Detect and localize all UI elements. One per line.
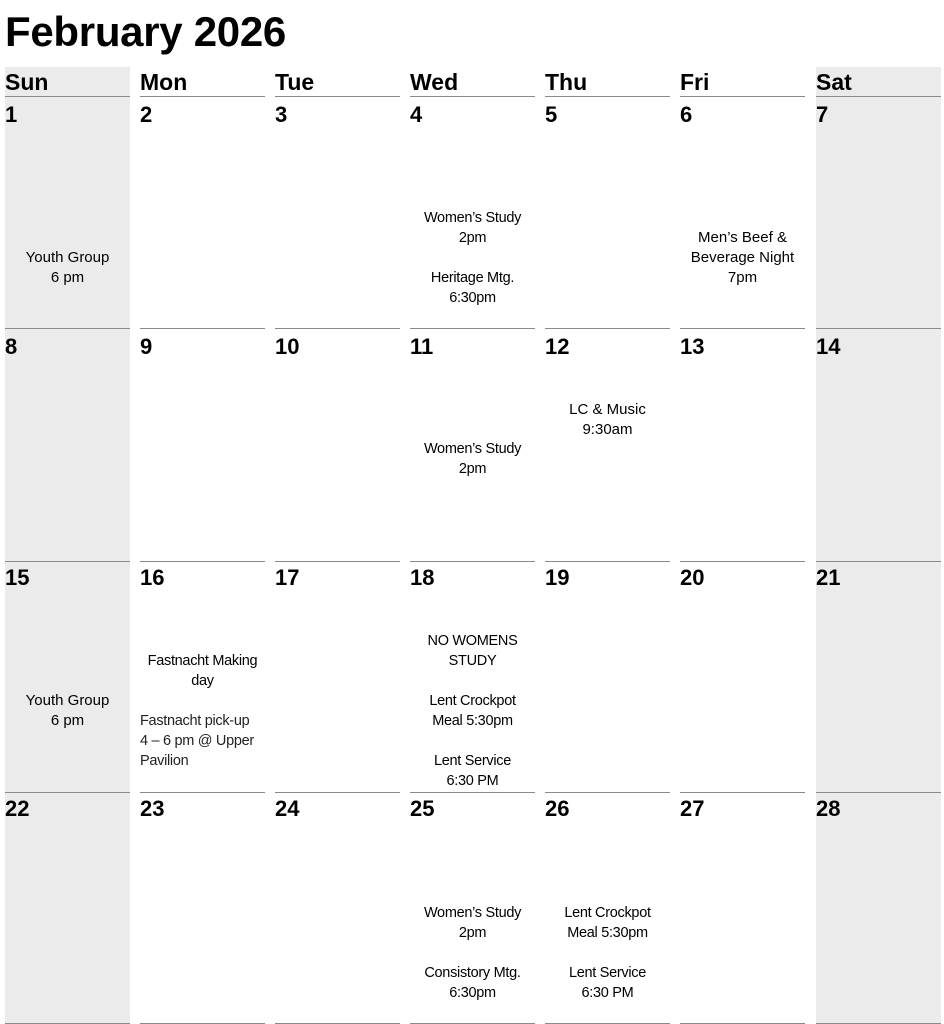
event-womens-study: Women’s Study 2pm xyxy=(423,905,522,941)
day-number: 26 xyxy=(545,796,570,821)
day-number: 17 xyxy=(275,565,300,590)
page-title: February 2026 xyxy=(5,8,286,55)
day-number: 15 xyxy=(5,565,30,590)
event-lent-service: Lent Service 6:30 PM xyxy=(434,753,511,789)
event-lent-service: Lent Service 6:30 PM xyxy=(569,965,646,1001)
day-divider xyxy=(545,792,670,793)
day-cell xyxy=(275,795,400,1024)
event-heritage-meeting: Heritage Mtg. 6:30pm xyxy=(430,270,515,306)
event-lent-crockpot-meal: Lent Crockpot Meal 5:30pm xyxy=(564,905,651,941)
event-womens-study: Women’s Study 2pm xyxy=(423,210,522,246)
day-cell xyxy=(545,333,670,562)
day-cell xyxy=(5,795,130,1024)
day-divider xyxy=(5,792,130,793)
day-number: 1 xyxy=(5,102,18,127)
day-cell xyxy=(5,333,130,562)
day-number: 23 xyxy=(140,796,165,821)
day-divider xyxy=(275,792,400,793)
day-number: 5 xyxy=(545,102,558,127)
weekday-header-sat: Sat xyxy=(816,68,941,97)
event-no-womens-study: NO WOMENS STUDY xyxy=(427,633,518,669)
event-youth-group: Youth Group 6 pm xyxy=(25,692,110,729)
day-number: 28 xyxy=(816,796,841,821)
day-cell xyxy=(140,333,265,562)
event-lent-crockpot-meal: Lent Crockpot Meal 5:30pm xyxy=(429,693,516,729)
day-cell xyxy=(680,333,805,562)
day-cell xyxy=(680,795,805,1024)
weekday-header-sun: Sun xyxy=(5,68,130,97)
day-cell xyxy=(545,101,670,329)
weekday-header-mon: Mon xyxy=(140,68,265,97)
day-cell xyxy=(5,101,130,329)
day-divider xyxy=(816,792,941,793)
day-divider xyxy=(140,328,265,329)
day-number: 12 xyxy=(545,334,570,359)
weekday-header-wed: Wed xyxy=(410,68,535,97)
weekday-header-fri: Fri xyxy=(680,68,805,97)
day-number: 8 xyxy=(5,334,18,359)
day-number: 13 xyxy=(680,334,705,359)
day-cell xyxy=(140,101,265,329)
day-number: 3 xyxy=(275,102,288,127)
day-number: 22 xyxy=(5,796,30,821)
day-divider xyxy=(410,792,535,793)
day-divider xyxy=(816,328,941,329)
day-cell xyxy=(816,795,941,1024)
event-consistory-meeting: Consistory Mtg. 6:30pm xyxy=(424,965,521,1001)
day-divider xyxy=(5,328,130,329)
day-cell xyxy=(545,564,670,793)
day-divider xyxy=(140,561,265,562)
day-cell xyxy=(680,101,805,329)
day-cell xyxy=(5,564,130,793)
day-number: 7 xyxy=(816,102,829,127)
day-number: 21 xyxy=(816,565,841,590)
event-fastnacht-making-day: Fastnacht Making day xyxy=(147,653,258,689)
day-divider xyxy=(545,561,670,562)
weekday-header-thu: Thu xyxy=(545,68,670,97)
day-cell xyxy=(816,333,941,562)
day-number: 16 xyxy=(140,565,165,590)
day-number: 4 xyxy=(410,102,423,127)
day-cell xyxy=(140,795,265,1024)
day-divider xyxy=(140,792,265,793)
day-cell xyxy=(680,564,805,793)
day-number: 27 xyxy=(680,796,705,821)
event-womens-study: Women’s Study 2pm xyxy=(423,441,522,477)
day-divider xyxy=(680,328,805,329)
event-youth-group: Youth Group 6 pm xyxy=(25,249,110,286)
day-number: 24 xyxy=(275,796,300,821)
day-divider xyxy=(545,328,670,329)
event-fastnacht-pickup: Fastnacht pick-up 4 – 6 pm @ Upper Pavilion xyxy=(140,713,254,769)
day-divider xyxy=(680,561,805,562)
day-divider xyxy=(680,792,805,793)
day-number: 25 xyxy=(410,796,435,821)
day-number: 20 xyxy=(680,565,705,590)
day-number: 2 xyxy=(140,102,153,127)
day-cell xyxy=(816,564,941,793)
day-divider xyxy=(410,328,535,329)
day-number: 6 xyxy=(680,102,693,127)
day-number: 19 xyxy=(545,565,570,590)
day-cell xyxy=(816,101,941,329)
event-lc-music: LC & Music 9:30am xyxy=(569,401,646,438)
weekday-header-tue: Tue xyxy=(275,68,400,97)
day-number: 10 xyxy=(275,334,300,359)
day-divider xyxy=(275,561,400,562)
day-number: 9 xyxy=(140,334,153,359)
day-divider xyxy=(5,561,130,562)
day-divider xyxy=(816,561,941,562)
day-number: 18 xyxy=(410,565,435,590)
day-divider xyxy=(410,561,535,562)
day-number: 11 xyxy=(410,334,434,359)
day-cell xyxy=(275,333,400,562)
day-cell xyxy=(275,101,400,329)
event-mens-beef-beverage-night: Men’s Beef & Beverage Night 7pm xyxy=(690,229,795,286)
day-cell xyxy=(275,564,400,793)
day-divider xyxy=(275,328,400,329)
day-number: 14 xyxy=(816,334,841,359)
